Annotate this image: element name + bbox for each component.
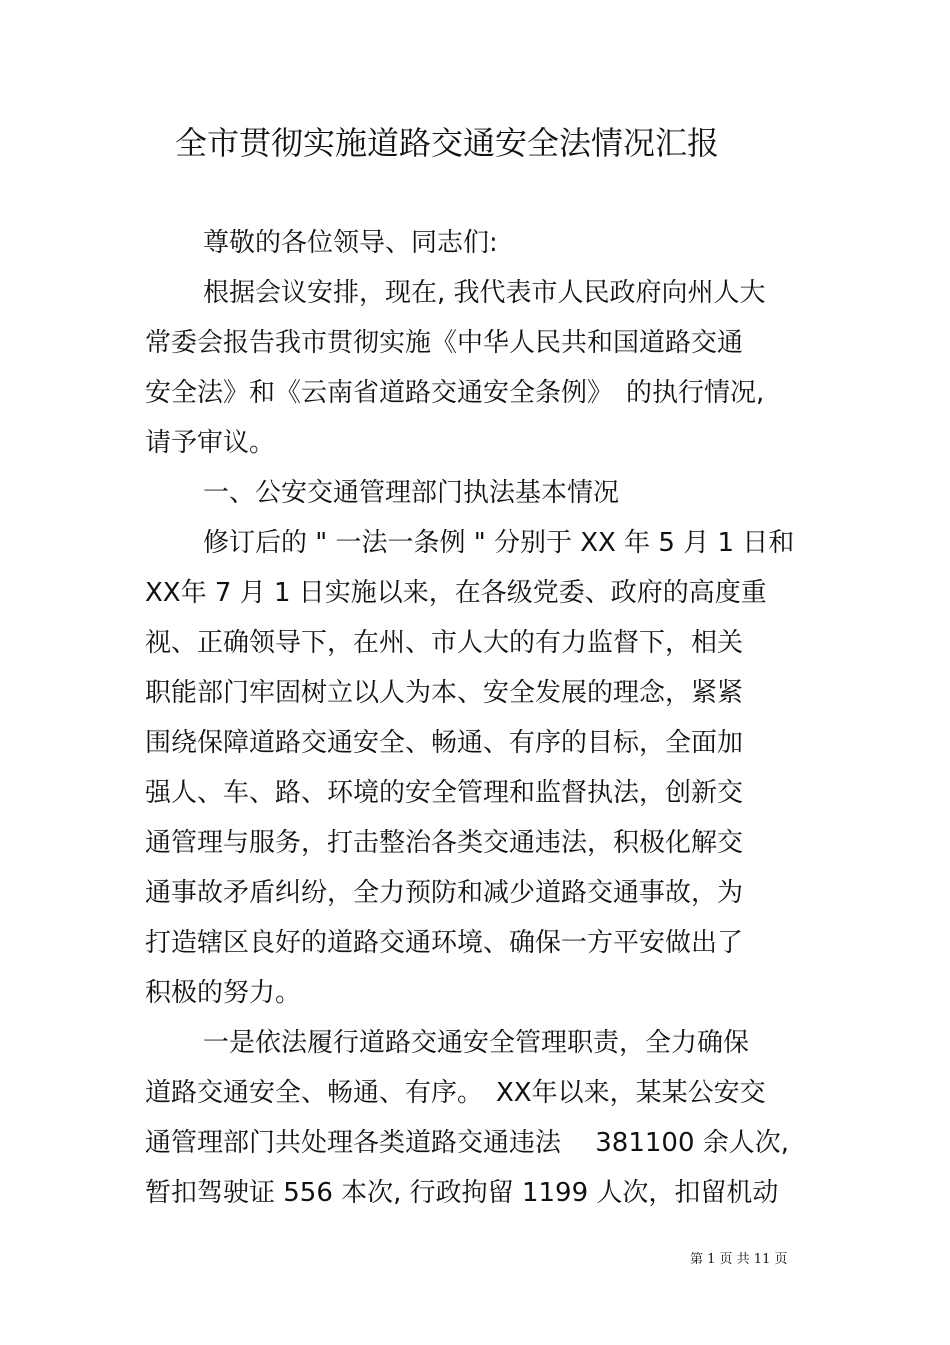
paragraph-line: 围绕保障道路交通安全、畅通、有序的目标，全面加: [145, 728, 744, 758]
paragraph-line: 通事故矛盾纠纷，全力预防和减少道路交通事故，为: [145, 878, 744, 908]
paragraph-line: 暂扣驾驶证 556 本次, 行政拘留 1199 人次，扣留机动: [145, 1178, 779, 1208]
paragraph-line: 常委会报告我市贯彻实施《中华人民共和国道路交通: [145, 328, 744, 358]
paragraph-line: 根据会议安排，现在, 我代表市人民政府向州人大: [203, 278, 766, 308]
paragraph-line: 通管理与服务，打击整治各类交通违法，积极化解交: [145, 828, 744, 858]
page-number-footer: 第 1 页 共 11 页: [690, 1252, 788, 1267]
paragraph-line: 职能部门牢固树立以人为本、安全发展的理念，紧紧: [145, 678, 744, 708]
paragraph-line: 通管理部门共处理各类道路交通违法 381100 余人次,: [145, 1128, 790, 1158]
paragraph-line: 强人、车、路、环境的安全管理和监督执法，创新交: [145, 778, 744, 808]
paragraph-line: 道路交通安全、畅通、有序。 XX年以来，某某公安交: [145, 1078, 766, 1108]
paragraph-line: 安全法》和《云南省道路交通安全条例》 的执行情况,: [145, 378, 765, 408]
paragraph-line: 视、正确领导下，在州、市人大的有力监督下，相关: [145, 628, 744, 658]
paragraph-line: 积极的努力。: [145, 978, 302, 1008]
paragraph-line: 打造辖区良好的道路交通环境、确保一方平安做出了: [145, 928, 744, 958]
paragraph-line: 修订后的 " 一法一条例 " 分别于 XX 年 5 月 1 日和: [203, 528, 795, 558]
document-title: 全市贯彻实施道路交通安全法情况汇报: [175, 124, 720, 162]
paragraph-line: XX年 7 月 1 日实施以来，在各级党委、政府的高度重: [145, 578, 767, 608]
section-heading: 一、公安交通管理部门执法基本情况: [203, 478, 620, 508]
paragraph-line: 请予审议。: [145, 428, 276, 458]
salutation-line: 尊敬的各位领导、同志们:: [203, 228, 498, 258]
paragraph-line: 一是依法履行道路交通安全管理职责，全力确保: [203, 1028, 750, 1058]
